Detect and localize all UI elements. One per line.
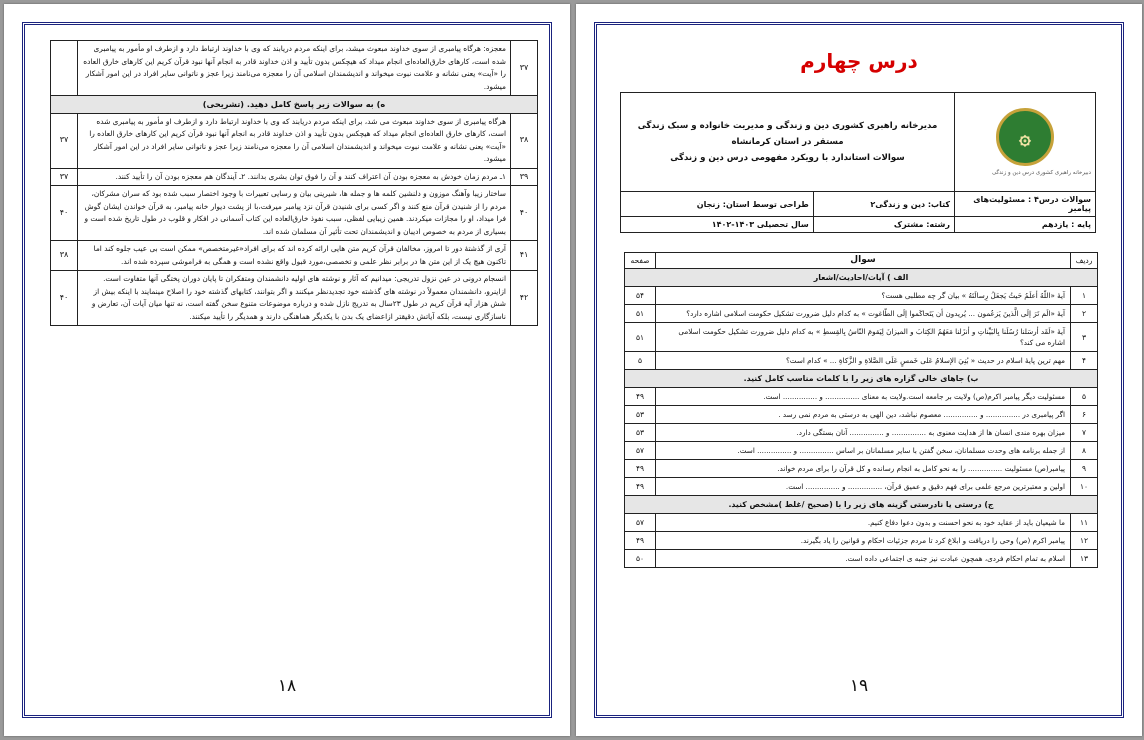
page-ref: ۵۳	[625, 424, 656, 442]
answer-row	[51, 186, 538, 241]
lesson-title: درس چهارم	[800, 49, 918, 73]
question-text: پیامبر(ص) مسئولیت ............... را به نحو کامل به انجام رسانده و کل قرآن را برای مردم خواند.	[656, 460, 1071, 478]
answers-table	[50, 40, 538, 326]
question-row	[625, 323, 1098, 352]
question-row	[625, 442, 1098, 460]
emblem-logo-icon: ۞	[996, 108, 1054, 166]
question-text: از جمله برنامه های وحدت مسلمانان، سخن گفتن با سایر مسلمانان بر اساس ............... و ............... است.	[656, 442, 1071, 460]
question-row	[625, 550, 1098, 568]
row-number: ۷	[1071, 424, 1098, 442]
page-ref: ۴۹	[625, 460, 656, 478]
question-row	[625, 478, 1098, 496]
page-ref: ۳۷	[51, 113, 78, 168]
logo-cell	[955, 93, 1096, 192]
department-info	[621, 93, 955, 192]
page-ref: ۵۳	[625, 406, 656, 424]
question-text: اولین و معتبرترین مرجع علمی برای فهم دقیق و عمیق قرآن، ............... و ............... است.	[656, 478, 1071, 496]
page-ref: ۵۷	[625, 514, 656, 532]
page-ref	[51, 41, 78, 96]
answer-row	[51, 271, 538, 326]
page-ref: ۵۷	[625, 442, 656, 460]
answer-row	[51, 168, 538, 186]
row-number: ۴۰	[511, 186, 538, 241]
question-row	[625, 287, 1098, 305]
header-page: صفحه	[625, 253, 656, 269]
row-number: ۳۷	[511, 41, 538, 96]
question-text: اگر پیامبری در ............... و ............... معصوم نباشد، دین الهی به درستی به مردم نمی رسد .	[656, 406, 1071, 424]
question-text: آیهٔ «لَقَد أرسَلنا رُسُلَنا بِالبَيِّناتِ و أنزَلنا مَعَهُمُ الكِتابَ و الميزانَ لِيَقومَ النّاسُ بِالقِسطِ » به کدام دلیل ضرورت تشکیل حکومت اسلامی اشاره می کند؟	[656, 323, 1071, 352]
question-text: میزان بهره مندی انسان ها از هدایت معنوی به ............... و ............... آنان بستگی دارد.	[656, 424, 1071, 442]
department-line: مستقر در استان کرمانشاه	[731, 137, 844, 147]
page-ref: ۴۹	[625, 478, 656, 496]
row-number: ۱۱	[1071, 514, 1098, 532]
question-text: پیامبر اکرم (ص) وحی را دریافت و ابلاغ کرد تا مردم جزئیات احکام و قوانین را یاد بگیرند.	[656, 532, 1071, 550]
page-ref: ۵۰	[625, 550, 656, 568]
field: رشته: مشترک	[813, 217, 954, 233]
question-row	[625, 406, 1098, 424]
exam-header	[620, 92, 1096, 233]
header-row-number: ردیف	[1071, 253, 1098, 269]
question-row	[625, 305, 1098, 323]
question-text: اسلام به تمام احکام فردی، همچون عبادت نیز جنبه ی اجتماعی داده است.	[656, 550, 1071, 568]
row-number: ۶	[1071, 406, 1098, 424]
book-name: کتاب: دین و زندگی۲	[813, 192, 954, 217]
question-row	[625, 424, 1098, 442]
section-heading: ه) به سوالات زیر پاسخ کامل دهید. (تشریحی)	[51, 96, 538, 114]
row-number: ۴۱	[511, 241, 538, 271]
page-ref: ۴۰	[51, 186, 78, 241]
logo-caption: دبیرخانه راهبری کشوری درس دین و زندگی	[991, 170, 1091, 176]
table-header-row	[625, 253, 1098, 269]
section-row	[625, 496, 1098, 514]
page-ref: ۵۱	[625, 305, 656, 323]
question-text: آیهٔ «الَم تَرَ إلَى الَّذينَ يَزعُمون ... يُريدون أن يَتَحاكَموا إلَى الطّاغوت » به کدام دلیل ضرورت تشکیل حکومت اسلامی اشاره دارد؟	[656, 305, 1071, 323]
page-ref: ۴۰	[51, 271, 78, 326]
page-ref: ۵	[625, 352, 656, 370]
header-question: سوال	[656, 253, 1071, 269]
school-year: سال تحصیلی ۱۴۰۳-۱۴۰۲	[621, 217, 814, 233]
question-row	[625, 460, 1098, 478]
page-ref: ۵۱	[625, 323, 656, 352]
question-text: ما شیعیان باید از عقاید خود به نحو احسنت و بدون دعوا دفاع کنیم.	[656, 514, 1071, 532]
row-number: ۱	[1071, 287, 1098, 305]
answer-text: ساختار زیبا وآهنگ موزون و دلنشین کلمه ها و جمله ها، شیرینی بیان و رسایی تعبیرات با وجود اختصار سبب شده بود که سران مشرکان، مردم را از شنیدن قرآن منع کنند و اگر کسی برای شنیدن قرآن نزد پیامبر میرفت،با از پشت دیوار خانه پیامبر، به قرآن خواندن ایشان گوش فرا میداد، او را مجازات میکردند. همین زیبایی لفظی، سبب نفوذ خارق‌العاده این کتاب آسمانی در افکار و قلوب در طول تاریخ شده است و بسیاری از مردم به خصوص ادیبان و اندیشمندان تحت تأثیر آن مسلمان شده اند.	[78, 186, 511, 241]
row-number: ۱۰	[1071, 478, 1098, 496]
section-row	[625, 269, 1098, 287]
question-text: مسئولیت دیگر پیامبر اکرم(ص) ولایت بر جامعه است.ولایت به معنای ............... و ............... است.	[656, 388, 1071, 406]
answer-text: معجزه: هرگاه پیامبری از سوی خداوند مبعوث میشد، برای اینکه مردم دریابند که وی با خداوند ارتباط دارد و ازطرف او مأمور به پیامبری شده است، کارهای خارق‌العاده‌ای انجام میداد که هیچکس بدون تأیید و اذن خداوند قادر به انجام آنها نبود قرآن کریم این کارهای خارق العاده را «آیت» یعنی نشانه و علامت نبوت میخواند و اندیشمندان اسلامی آن را معجزه می‌نامند زیرا عجز و ناتوانی سایر افراد در این امور آشکار میشود.	[78, 41, 511, 96]
question-row	[625, 352, 1098, 370]
question-text: مهم ترین پایهٔ اسلام در حدیث « بُنِيَ الإسلامُ عَلى خَمسٍ عَلَى الصَّلاةِ و الزَّكاةِ ... » کدام است؟	[656, 352, 1071, 370]
designer: طراحی توسط استان: زنجان	[621, 192, 814, 217]
section-heading: ج) درستی یا نادرستی گزینه های زیر را با (صحیح /غلط )مشخص کنید.	[625, 496, 1098, 514]
row-number: ۳۹	[511, 168, 538, 186]
row-number: ۴	[1071, 352, 1098, 370]
question-row	[625, 388, 1098, 406]
department-line: سوالات استاندارد با رویکرد مفهومی درس دین و زندگی	[670, 153, 905, 163]
answer-text: هرگاه پیامبری از سوی خداوند مبعوث می شد، برای اینکه مردم دریابند که وی با خداوند ارتباط دارد و ازطرف او مأمور به پیامبری شده است، کارهای خارق العاده‌ای انجام میداد که هیچکس بدون تأیید و اذن خداوند قادر به انجام آنها نبود قرآن کریم این کارهای خارق العاده را «آیت» یعنی نشانه و علامت نبوت میخواند و اندیشمندان اسلامی آن را معجزه می‌نامند زیرا عجز و ناتوانی سایر افراد در این امور آشکار میشود.	[78, 113, 511, 168]
row-number: ۳	[1071, 323, 1098, 352]
lesson-questions: سوالات درس۴ : مسئولیت‌های پیامبر	[955, 192, 1096, 217]
section-heading: الف ) آیات/احادیث/اشعار	[625, 269, 1098, 287]
row-number: ۲	[1071, 305, 1098, 323]
page-19	[576, 4, 1142, 736]
page-ref: ۵۴	[625, 287, 656, 305]
page-number: ۱۸	[277, 676, 297, 696]
answer-text: ۱ـ مردم زمان خودش به معجزه بودن آن اعتراف کنند و آن را فوق توان بشری بدانند. ۲ـ آیندگان هم معجزه بودن آن را تأیید کنند.	[78, 168, 511, 186]
department-line: مدیرخانه راهبری کشوری دین و زندگی و مدیریت خانواده و سبک زندگی	[637, 121, 938, 131]
page-ref: ۴۹	[625, 532, 656, 550]
page-ref: ۴۹	[625, 388, 656, 406]
page-number: ۱۹	[849, 676, 869, 696]
question-row	[625, 514, 1098, 532]
row-number: ۳۸	[511, 113, 538, 168]
row-number: ۴۲	[511, 271, 538, 326]
answer-text: انسجام درونی در عین نزول تدریجی: میدانیم که آثار و نوشته ها‌ی اولیه دانشمندان ومتفکران تا پایان دوران پختگی آنها متفاوت است. ازاینرو، دانشمندان معمولاً در نوشته های گذشته خود تجدیدنظر میکنند و اگر بتوانند، کتابهای گذشته خود را اصلاح مینمایند با اینکه بیش از شش هزار آیه قرآن کریم در طول ۲۳سال به تدریج نازل شده و درباره موضوعات متنوع سخن گفته است، نه تنها میان آیات آن، تعارض و ناسازگاری نیست، بلکه آیاتش دقیقتر ازاعضای یک بدن با یکدیگر هماهنگی دارند و همدیگر را تأیید میکنند.	[78, 271, 511, 326]
page-18	[4, 4, 570, 736]
page-ref: ۳۷	[51, 168, 78, 186]
answer-row	[51, 241, 538, 271]
question-text: آیهٔ «اللّهُ أعلَمُ حَيثُ يَجعَلُ رِسالَتَهُ » بیان گر چه مطلبی هست؟	[656, 287, 1071, 305]
grade: پایه : یازدهم	[955, 217, 1096, 233]
section-row	[625, 370, 1098, 388]
row-number: ۸	[1071, 442, 1098, 460]
section-row	[51, 96, 538, 114]
question-row	[625, 532, 1098, 550]
row-number: ۹	[1071, 460, 1098, 478]
row-number: ۱۲	[1071, 532, 1098, 550]
answer-text: آری از گذشتهٔ دور تا امروز، مخالفان قرآن کریم متن هایی ارائه کرده اند که برای افراد«غیرمتخصص» ممکن است بی عیب جلوه کند اما تاکنون هیچ یک از این متن ها در برابر نظر علمی و تخصصی،مورد قبول واقع نشده است و همگی به فراموشی سپرده شده اند.	[78, 241, 511, 271]
page-ref: ۳۸	[51, 241, 78, 271]
section-heading: ب) جاهای خالی گزاره های زیر را با کلمات مناسب کامل کنید.	[625, 370, 1098, 388]
answer-row	[51, 41, 538, 96]
questions-table	[624, 252, 1098, 568]
row-number: ۵	[1071, 388, 1098, 406]
answer-row	[51, 113, 538, 168]
row-number: ۱۳	[1071, 550, 1098, 568]
